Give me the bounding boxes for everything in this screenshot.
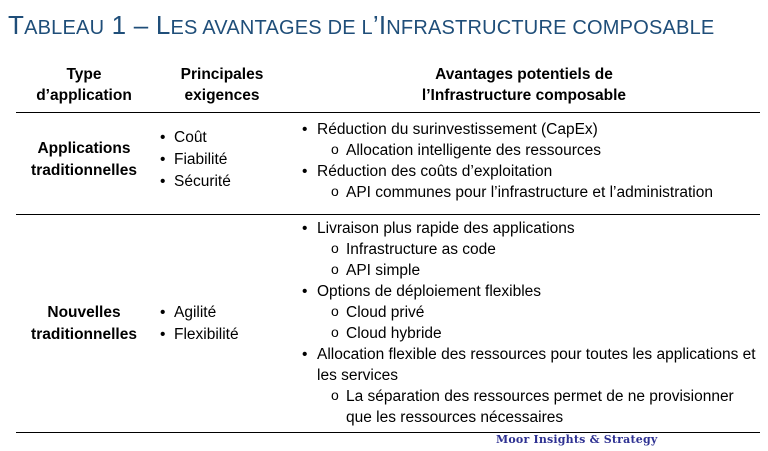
column-header-type-line1: Type [66, 66, 102, 83]
benefit-sublist [317, 386, 762, 428]
benefit-subitem: o La séparation des ressources permet de ne provisionner que les ressources nécessaires [317, 386, 762, 428]
row-1-type-line1: Applications [37, 140, 131, 157]
benefit-text: Réduction du surinvestissement (CapEx) [317, 121, 598, 138]
benefit-subitem: o Infrastructure as code [317, 239, 762, 260]
brand-logo-text: Moor Insights & Strategy [496, 433, 658, 446]
row-2-requirements-list [160, 302, 239, 346]
benefit-subitem: o Allocation intelligente des ressources [317, 140, 762, 161]
row-1-benefits-list [302, 119, 762, 203]
requirement-item: • Coût [160, 127, 231, 149]
benefit-sublist [317, 239, 762, 281]
requirement-item: • Fiabilité [160, 149, 231, 171]
column-header-type-line2: d’application [36, 87, 132, 104]
row-2-type-line1: Nouvelles [47, 304, 121, 321]
benefit-text: Allocation flexible des ressources pour toutes les applications et les services [317, 346, 756, 384]
benefit-subitem: o Cloud privé [317, 302, 762, 323]
benefit-item [302, 119, 762, 161]
benefit-item [302, 218, 762, 281]
column-header-benefits-line2: l’Infrastructure composable [421, 87, 627, 104]
benefit-sublist [317, 140, 762, 161]
row-divider [16, 214, 760, 215]
header-divider [16, 112, 760, 113]
column-header-benefits [288, 64, 760, 106]
benefit-item [302, 281, 762, 344]
benefit-text: Réduction des coûts d’exploitation [317, 163, 553, 180]
row-2-application-type [10, 302, 158, 346]
requirement-item: • Flexibilité [160, 324, 239, 346]
row-2-type-line2: traditionnelles [31, 326, 137, 343]
column-header-requirements [160, 64, 284, 106]
page-title: TABLEAU 1 – LES AVANTAGES DE L’INFRASTRUCTURE COMPOSABLE [8, 10, 715, 40]
benefit-sublist [317, 182, 762, 203]
column-header-type [10, 64, 158, 106]
row-2-benefits-list [302, 218, 762, 428]
benefit-subitem: o Cloud hybride [317, 323, 762, 344]
benefit-subitem: o API communes pour l’infrastructure et l’administration [317, 182, 762, 203]
row-1-application-type [10, 138, 158, 182]
benefit-item [302, 344, 762, 428]
requirement-item: • Sécurité [160, 171, 231, 193]
column-header-requirements-line1: Principales [180, 66, 264, 83]
column-header-requirements-line2: exigences [184, 87, 260, 104]
benefit-text: Options de déploiement flexibles [317, 283, 542, 300]
benefit-text: Livraison plus rapide des applications [317, 220, 575, 237]
requirement-item: • Agilité [160, 302, 239, 324]
column-header-benefits-line1: Avantages potentiels de [435, 66, 613, 83]
benefit-sublist [317, 302, 762, 344]
benefit-item [302, 161, 762, 203]
benefit-subitem: o API simple [317, 260, 762, 281]
row-1-type-line2: traditionnelles [31, 162, 137, 179]
row-1-requirements-list [160, 127, 231, 193]
